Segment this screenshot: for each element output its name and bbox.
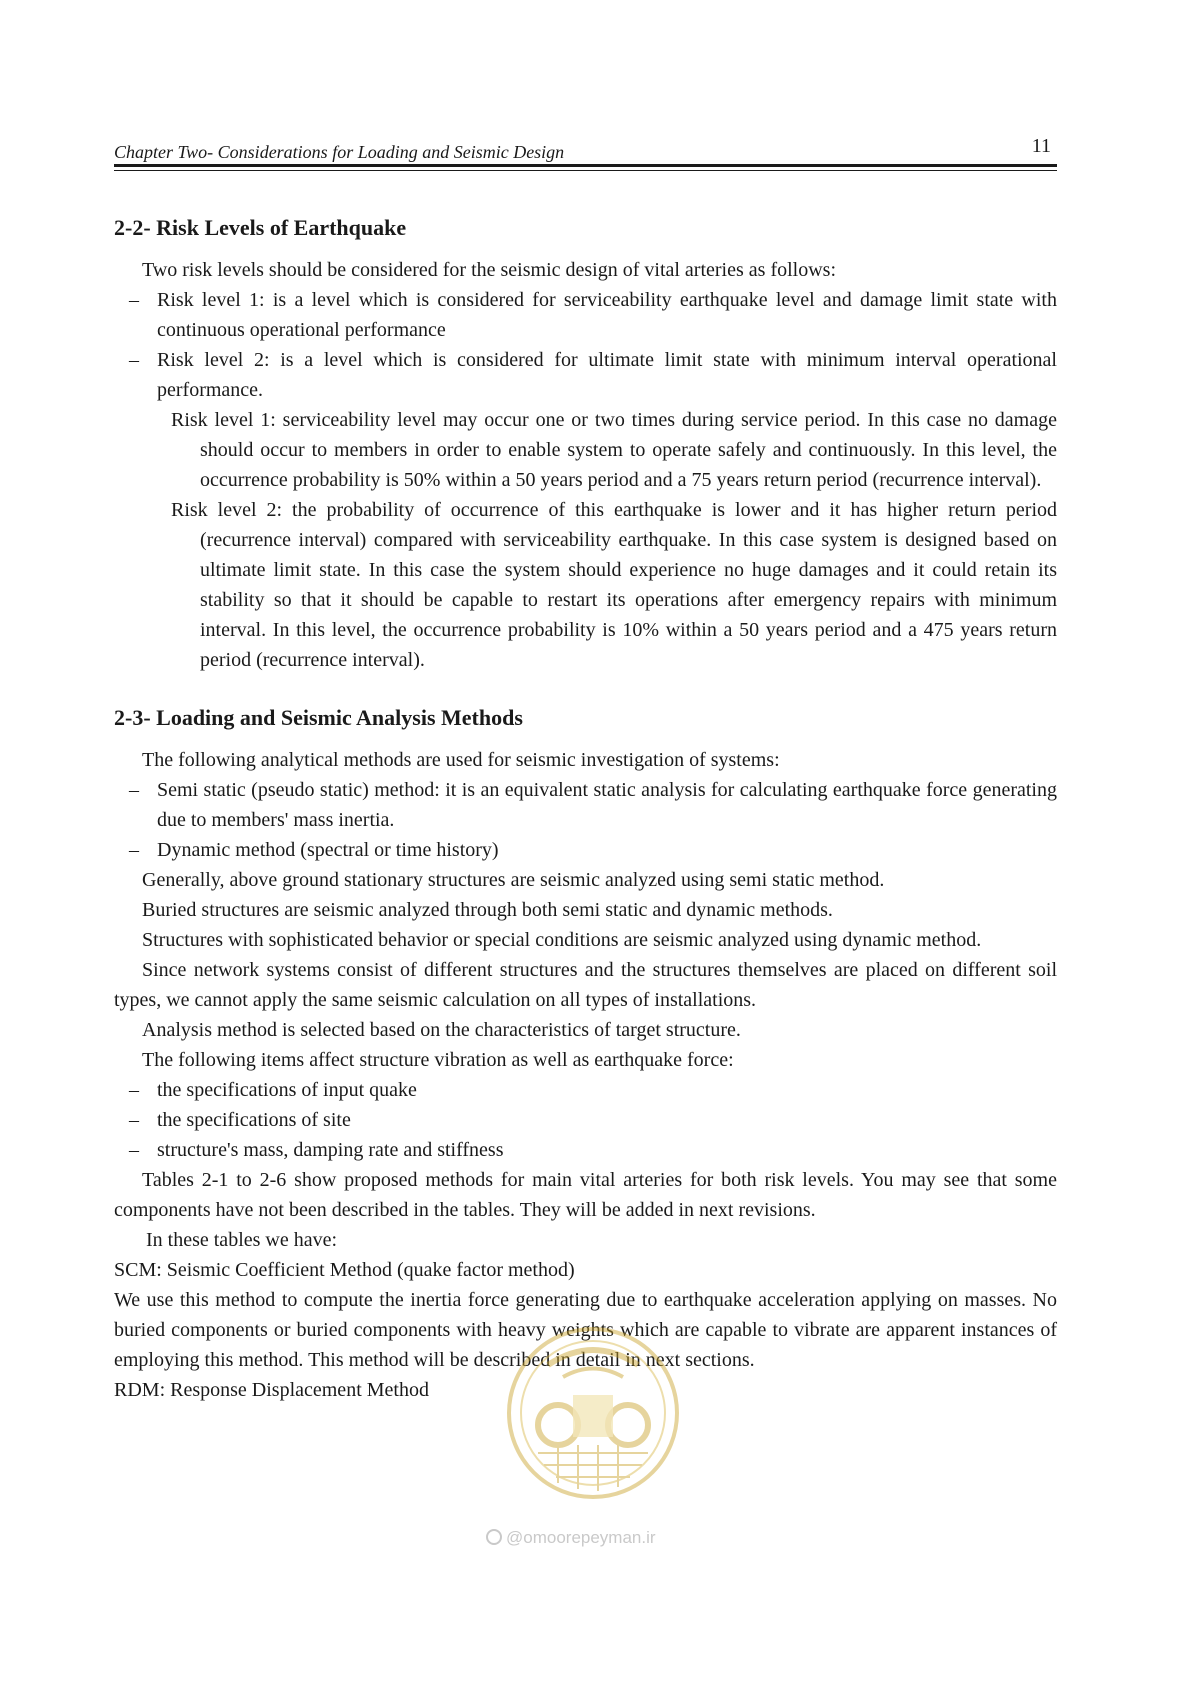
factor-bullet-3: – structure's mass, damping rate and stiffness	[114, 1135, 1057, 1165]
paragraph-tables-note: Tables 2-1 to 2-6 show proposed methods for main vital arteries for both risk levels. You may see that some components have not been described in the tables. They will be added in next revisions.	[114, 1169, 1057, 1221]
header-rule-thin	[114, 170, 1057, 171]
paragraph-sophisticated: Structures with sophisticated behavior or special conditions are seismic analyzed using dynamic method.	[142, 929, 982, 951]
paragraph-following-items: The following items affect structure vibration as well as earthquake force:	[142, 1049, 734, 1071]
paragraph-in-these-tables: In these tables we have:	[146, 1229, 338, 1251]
section-heading-2-3: 2-3- Loading and Seismic Analysis Methods	[114, 705, 523, 730]
watermark-text: @omoorepeyman.ir	[506, 1528, 656, 1547]
dash-marker: –	[129, 349, 139, 371]
risk-bullet-2: – Risk level 2: is a level which is considered for ultimate limit state with minimum interval operational performance.	[114, 345, 1057, 405]
factor-bullet-2: – the specifications of site	[114, 1105, 1057, 1135]
section-heading-2-2: 2-2- Risk Levels of Earthquake	[114, 215, 407, 240]
scm-title: SCM: Seismic Coefficient Method (quake factor method)	[114, 1259, 575, 1281]
paragraph-above-ground: Generally, above ground stationary structures are seismic analyzed using semi static method.	[142, 869, 885, 891]
paragraph-analysis-method: Analysis method is selected based on the characteristics of target structure.	[142, 1019, 741, 1041]
section-2-3-intro: The following analytical methods are used for seismic investigation of systems:	[142, 749, 780, 771]
dash-marker: –	[129, 1139, 139, 1161]
at-symbol-icon	[487, 1530, 501, 1544]
page-body	[114, 213, 1057, 1405]
scm-description: We use this method to compute the inertia force generating due to earthquake acceleration applying on masses. No buried components or buried components with heavy weights which are capable to vibrate are apparent instances of employing this method. This method will be described in detail in next sections.	[114, 1289, 1057, 1371]
dash-marker: –	[129, 1079, 139, 1101]
risk-level-2-paragraph: Risk level 2: the probability of occurrence of this earthquake is lower and it has higher return period (recurrence interval) compared with serviceability earthquake. In this case system is designed based on ultimate limit state. In this case the system should experience no huge damages and it could retain its stability so that it should be capable to restart its operations after emergency repairs with minimum interval. In this level, the occurrence probability is 10% within a 50 years period and a 475 years return period (recurrence interval).	[171, 499, 1057, 671]
paragraph-network-systems: Since network systems consist of different structures and the structures themselves are placed on different soil types, we cannot apply the same seismic calculation on all types of installations.	[114, 959, 1057, 1011]
watermark-seal-icon	[478, 1325, 718, 1555]
method-bullet-1: – Semi static (pseudo static) method: it is an equivalent static analysis for calculating earthquake force generating due to members' mass inertia.	[114, 775, 1057, 835]
chapter-title: Chapter Two- Considerations for Loading and Seismic Design	[114, 142, 565, 162]
section-2-2-intro: Two risk levels should be considered for the seismic design of vital arteries as follows:	[142, 259, 836, 281]
header-rule-thick	[114, 164, 1057, 167]
dash-marker: –	[129, 1109, 139, 1131]
dash-marker: –	[129, 839, 139, 861]
dash-marker: –	[129, 779, 139, 801]
risk-level-1-paragraph: Risk level 1: serviceability level may occur one or two times during service period. In this case no damage should occur to members in order to enable system to operate safely and continuously. In this level, the occurrence probability is 50% within a 50 years period and a 75 years return period (recurrence interval).	[171, 409, 1057, 491]
rdm-title: RDM: Response Displacement Method	[114, 1379, 429, 1401]
dash-marker: –	[129, 289, 139, 311]
risk-bullet-1: – Risk level 1: is a level which is considered for serviceability earthquake level and damage limit state with continuous operational performance	[114, 285, 1057, 345]
page-number: 11	[1031, 135, 1051, 157]
factor-bullet-1: – the specifications of input quake	[114, 1075, 1057, 1105]
method-bullet-2: – Dynamic method (spectral or time history)	[114, 835, 1057, 865]
paragraph-buried: Buried structures are seismic analyzed through both semi static and dynamic methods.	[142, 899, 833, 921]
page-header	[114, 130, 1057, 170]
